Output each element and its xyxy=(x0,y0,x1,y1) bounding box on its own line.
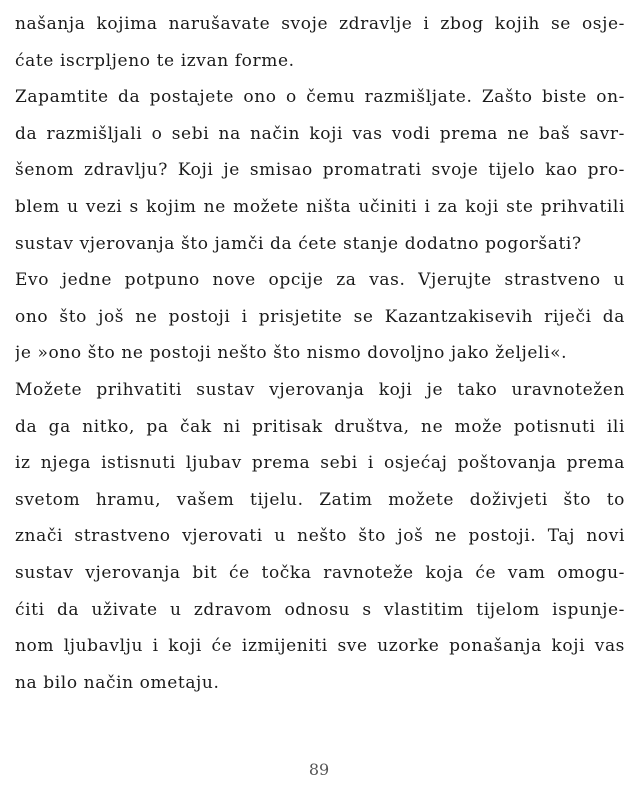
text-line: sustav vjerovanja što jamči da ćete stanje dodatno pogoršati? xyxy=(15,233,582,254)
text-line: sustav vjerovanja bit će točka ravnoteže koja će vam omogu- xyxy=(15,562,625,583)
page-number: 89 xyxy=(308,760,330,779)
text-line: iz njega istisnuti ljubav prema sebi i osjećaj poštovanja prema xyxy=(15,453,625,474)
text-line: Možete prihvatiti sustav vjerovanja koji je tako uravnotežen xyxy=(15,379,625,400)
body-text xyxy=(15,6,625,701)
text-line: ćiti da uživate u zdravom odnosu s vlastitim tijelom ispunje- xyxy=(15,599,625,620)
text-line: da ga nitko, pa čak ni pritisak društva, ne može potisnuti ili xyxy=(15,416,625,437)
text-line: ćate iscrpljeno te izvan forme. xyxy=(15,50,295,71)
text-line: je »ono što ne postoji nešto što nismo dovoljno jako željeli«. xyxy=(15,343,568,364)
text-line: da razmišljali o sebi na način koji vas vodi prema ne baš savr- xyxy=(15,123,625,144)
text-line: na bilo način ometaju. xyxy=(15,672,220,693)
text-line: svetom hramu, vašem tijelu. Zatim možete doživjeti što to xyxy=(15,489,625,510)
text-line: Zapamtite da postajete ono o čemu razmišljate. Zašto biste on- xyxy=(15,87,625,108)
text-line: ono što još ne postoji i prisjetite se Kazantzakisevih riječi da xyxy=(15,306,625,327)
text-line: Evo jedne potpuno nove opcije za vas. Vjerujte strastveno u xyxy=(15,270,625,291)
text-line: blem u vezi s kojim ne možete ništa učiniti i za koji ste prihvatili xyxy=(15,196,625,217)
text-line: znači strastveno vjerovati u nešto što još ne postoji. Taj novi xyxy=(15,526,625,547)
text-line: šenom zdravlju? Koji je smisao promatrati svoje tijelo kao pro- xyxy=(15,160,625,181)
text-line: nom ljubavlju i koji će izmijeniti sve uzorke ponašanja koji vas xyxy=(15,636,625,657)
text-line: našanja kojima narušavate svoje zdravlje i zbog kojih se osje- xyxy=(15,14,625,34)
